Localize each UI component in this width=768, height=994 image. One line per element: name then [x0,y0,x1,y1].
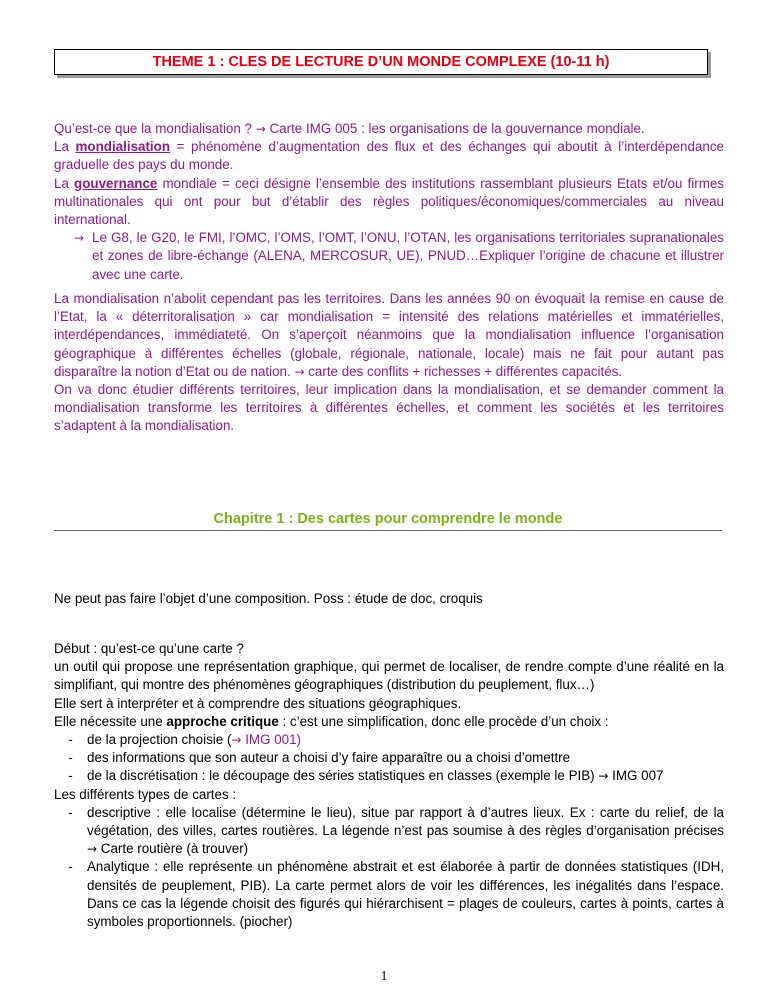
right-arrow-icon: → [74,231,85,246]
territories-paragraph: La mondialisation n’abolit cependant pas les territoires. Dans les années 90 on évoquait la remise en cause de l’Etat, la « déterritoralisation » car mondialisation = intensité des relations matérielles et immatérielles, interdépendances, immédiateté. On s’aperçoit néanmoins que la mondialisation influence l’organisation géographique à différentes échelles (globale, régionale, nationale, locale) mais ne fait pour autant pas disparaître la notion d’Etat ou de nation. → carte des conflits + richesses + différentes capacités. [54,291,724,379]
right-arrow-icon: → [255,122,266,136]
intro-question: Qu’est-ce que la mondialisation ? → Carte IMG 005 : les organisations de la gouvernance mondiale. [54,121,645,136]
list-item: - de la discrétisation : le découpage des séries statistiques en classes (exemple le PIB) → IMG 007 [68,768,664,784]
term-gouvernance: gouvernance [74,175,158,191]
list-item: - descriptive : elle localise (détermine le lieu), situe par rapport à d’autres lieux. Ex : carte du relief, de la végétation, des villes, cartes routières. La légende n’est pas soumise à des règles d’organisation précises → Carte routière (à trouver) [68,804,724,857]
right-arrow-icon: → [231,733,242,748]
definition-mondialisation: La mondialisation = phénomène d’augmentation des flux et des échanges qui aboutit à l’interdépendance graduelle des pays du monde. [54,139,724,173]
territories-section [54,290,724,436]
critical-approach: Elle nécessite une approche critique : c’est une simplification, donc elle procède d’un choix : [54,713,609,729]
intro-section [54,120,724,284]
list-item: - Analytique : elle représente un phénomène abstrait et est élaborée à partir de données statistiques (IDH, densités de peuplement, PIB). La carte permet alors de voir les différences, les inégalités dans l’espace. Dans ce cas la légende choisit des figurés qui hiérarchisent = plages de couleurs, cartes à points, cartes à symboles proportionnels. (piocher) [68,859,724,930]
page-number: 1 [380,968,388,983]
map-question: Début : qu’est-ce qu’une carte ? [54,641,244,656]
list-item: - de la projection choisie (→ IMG 001) [68,732,302,748]
map-types-heading: Les différents types de cartes : [54,786,237,802]
map-definition-section [54,640,724,931]
definition-gouvernance: La gouvernance mondiale = ceci désigne l’ensemble des institutions rassemblant plusieurs Etats et/ou firmes multinationales qui ont pour but d’établir des règles politiques/économiques/commerciales au niveau international. [54,175,724,228]
chapter-heading: Chapitre 1 : Des cartes pour comprendre le monde [54,508,722,531]
organisations-bullet: → Le G8, le G20, le FMI, l’OMC, l’OMS, l’OMT, l’ONU, l’OTAN, les organisations territoriales supranationales et zones de libre-échange (ALENA, MERCOSUR, UE), PNUD…Expliquer l’origine de chacune et illustrer avec une carte. [74,230,724,282]
term-mondialisation: mondialisation [75,139,171,155]
map-definition: un outil qui propose une représentation graphique, qui permet de localiser, de rendre compte d’une réalité en la simplifiant, qui montre des phénomènes géographiques (distribution du peuplement, flux…) [54,659,724,693]
composition-note: Ne peut pas faire l’objet d’une composition. Poss : étude de doc, croquis [54,591,483,606]
study-paragraph: On va donc étudier différents territoires, leur implication dans la mondialisation, et se demander comment la mondialisation transforme les territoires à différentes échelles, et comment les sociétés et les territoires s’adaptent à la mondialisation. [54,382,724,434]
theme-title: THEME 1 : CLES DE LECTURE D’UN MONDE COMPLEXE (10-11 h) [54,49,708,75]
map-purpose: Elle sert à interpréter et à comprendre des situations géographiques. [54,695,462,711]
right-arrow-icon: → [598,769,609,784]
critical-approach-term: approche critique [166,713,279,729]
right-arrow-icon: → [294,364,305,379]
list-item: - des informations que son auteur a choisi d’y faire apparaître ou a choisi d’omettre [68,750,571,766]
right-arrow-icon: → [87,842,98,857]
